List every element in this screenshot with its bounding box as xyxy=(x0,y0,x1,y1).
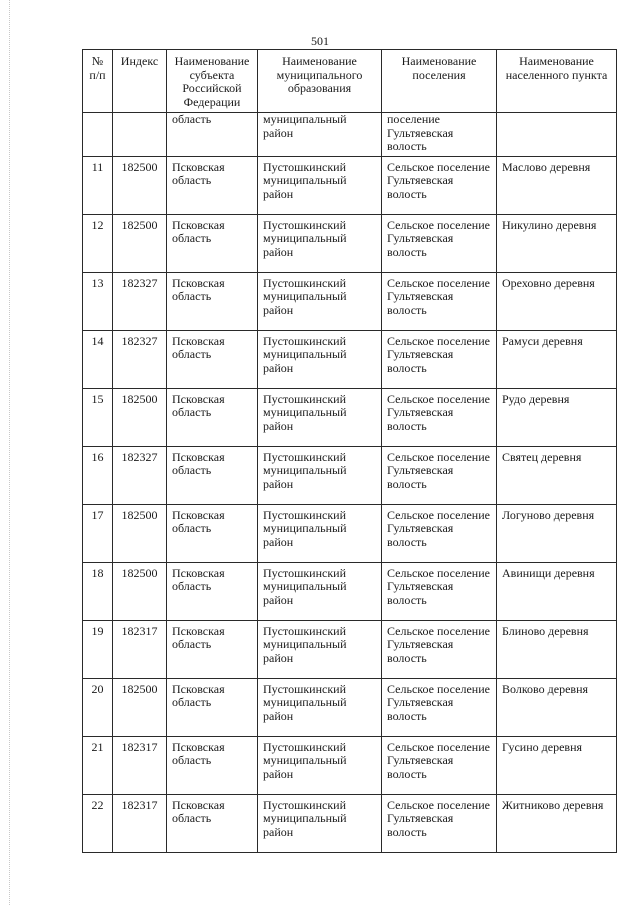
cell-settlement: Сельское поселение Гультяевская волость xyxy=(382,388,497,446)
cell-subject: Псковская область xyxy=(167,388,258,446)
table-row xyxy=(83,562,617,620)
cell-settlement: Сельское поселение Гультяевская волость xyxy=(382,446,497,504)
table-row xyxy=(83,620,617,678)
cell-settlement: Сельское поселение Гультяевская волость xyxy=(382,678,497,736)
cell-index: 182500 xyxy=(113,156,167,214)
cell-settlement: Сельское поселение Гультяевская волость xyxy=(382,620,497,678)
cell-index: 182500 xyxy=(113,562,167,620)
cell-num: 22 xyxy=(83,794,113,852)
cell-settlement: Сельское поселение Гультяевская волость xyxy=(382,214,497,272)
cell-place: Ореховно деревня xyxy=(497,272,617,330)
cell-subject: Псковская область xyxy=(167,562,258,620)
cell-index: 182500 xyxy=(113,504,167,562)
cell-place: Логуново деревня xyxy=(497,504,617,562)
cell-settlement: Сельское поселение Гультяевская волость xyxy=(382,156,497,214)
cell-num: 15 xyxy=(83,388,113,446)
settlements-table xyxy=(82,49,617,853)
cell-municipal: Пустошкинский муниципальный район xyxy=(258,156,382,214)
cell-num: 16 xyxy=(83,446,113,504)
header-subject: Наименование субъекта Российской Федерации xyxy=(167,50,258,113)
table-body xyxy=(83,113,617,853)
cell-num: 19 xyxy=(83,620,113,678)
header-municipal: Наименование муниципального образования xyxy=(258,50,382,113)
cell-settlement: Сельское поселение Гультяевская волость xyxy=(382,272,497,330)
cell-place: Гусино деревня xyxy=(497,736,617,794)
cell-num: 18 xyxy=(83,562,113,620)
cell-municipal: Пустошкинский муниципальный район xyxy=(258,504,382,562)
cell-index: 182317 xyxy=(113,794,167,852)
header-place: Наименование населенного пункта xyxy=(497,50,617,113)
cell-index: 182317 xyxy=(113,620,167,678)
table-row xyxy=(83,156,617,214)
cell-settlement: Сельское поселение Гультяевская волость xyxy=(382,736,497,794)
cell-municipal: Пустошкинский муниципальный район xyxy=(258,562,382,620)
header-num: № п/п xyxy=(83,50,113,113)
cell-municipal: Пустошкинский муниципальный район xyxy=(258,678,382,736)
cell-num: 14 xyxy=(83,330,113,388)
cell-subject: Псковская область xyxy=(167,156,258,214)
cell-index: 182500 xyxy=(113,214,167,272)
cell-num: 21 xyxy=(83,736,113,794)
cell-num xyxy=(83,113,113,157)
cell-subject: Псковская область xyxy=(167,620,258,678)
cell-settlement: поселение Гультяевская волость xyxy=(382,113,497,157)
table-row xyxy=(83,736,617,794)
table-row xyxy=(83,330,617,388)
cell-place: Святец деревня xyxy=(497,446,617,504)
cell-index: 182500 xyxy=(113,678,167,736)
cell-municipal: Пустошкинский муниципальный район xyxy=(258,214,382,272)
cell-place: Никулино деревня xyxy=(497,214,617,272)
table-row xyxy=(83,794,617,852)
cell-place: Маслово деревня xyxy=(497,156,617,214)
page-number: 501 xyxy=(311,34,329,48)
cell-place: Рудо деревня xyxy=(497,388,617,446)
cell-municipal: Пустошкинский муниципальный район xyxy=(258,794,382,852)
cell-index: 182500 xyxy=(113,388,167,446)
cell-settlement: Сельское поселение Гультяевская волость xyxy=(382,504,497,562)
table-row xyxy=(83,214,617,272)
cell-subject: Псковская область xyxy=(167,678,258,736)
table-row xyxy=(83,678,617,736)
cell-settlement: Сельское поселение Гультяевская волость xyxy=(382,794,497,852)
cell-subject: Псковская область xyxy=(167,214,258,272)
cell-num: 17 xyxy=(83,504,113,562)
cell-index: 182327 xyxy=(113,446,167,504)
cell-place: Рамуси деревня xyxy=(497,330,617,388)
cell-subject: Псковская область xyxy=(167,272,258,330)
cell-index: 182327 xyxy=(113,330,167,388)
cell-index: 182327 xyxy=(113,272,167,330)
header-index: Индекс xyxy=(113,50,167,113)
cell-settlement: Сельское поселение Гультяевская волость xyxy=(382,562,497,620)
scan-edge-line xyxy=(9,0,10,905)
table-row xyxy=(83,388,617,446)
cell-subject: Псковская область xyxy=(167,446,258,504)
cell-subject: Псковская область xyxy=(167,794,258,852)
header-settlement: Наименование поселения xyxy=(382,50,497,113)
cell-municipal: Пустошкинский муниципальный район xyxy=(258,620,382,678)
cell-municipal: Пустошкинский муниципальный район xyxy=(258,272,382,330)
cell-settlement: Сельское поселение Гультяевская волость xyxy=(382,330,497,388)
cell-num: 12 xyxy=(83,214,113,272)
cell-municipal: Пустошкинский муниципальный район xyxy=(258,446,382,504)
cell-municipal: Пустошкинский муниципальный район xyxy=(258,388,382,446)
cell-place: Блиново деревня xyxy=(497,620,617,678)
cell-num: 11 xyxy=(83,156,113,214)
cell-num: 20 xyxy=(83,678,113,736)
cell-place xyxy=(497,113,617,157)
cell-num: 13 xyxy=(83,272,113,330)
cell-subject: Псковская область xyxy=(167,504,258,562)
table-row xyxy=(83,272,617,330)
cell-place: Волково деревня xyxy=(497,678,617,736)
cell-place: Авинищи деревня xyxy=(497,562,617,620)
cell-subject: область xyxy=(167,113,258,157)
cell-subject: Псковская область xyxy=(167,330,258,388)
cell-municipal: муниципальный район xyxy=(258,113,382,157)
table-header-row xyxy=(83,50,617,113)
table-row xyxy=(83,504,617,562)
cell-place: Житниково деревня xyxy=(497,794,617,852)
cell-index: 182317 xyxy=(113,736,167,794)
cell-municipal: Пустошкинский муниципальный район xyxy=(258,736,382,794)
cell-municipal: Пустошкинский муниципальный район xyxy=(258,330,382,388)
continuation-row xyxy=(83,113,617,157)
cell-subject: Псковская область xyxy=(167,736,258,794)
table-row xyxy=(83,446,617,504)
cell-index xyxy=(113,113,167,157)
